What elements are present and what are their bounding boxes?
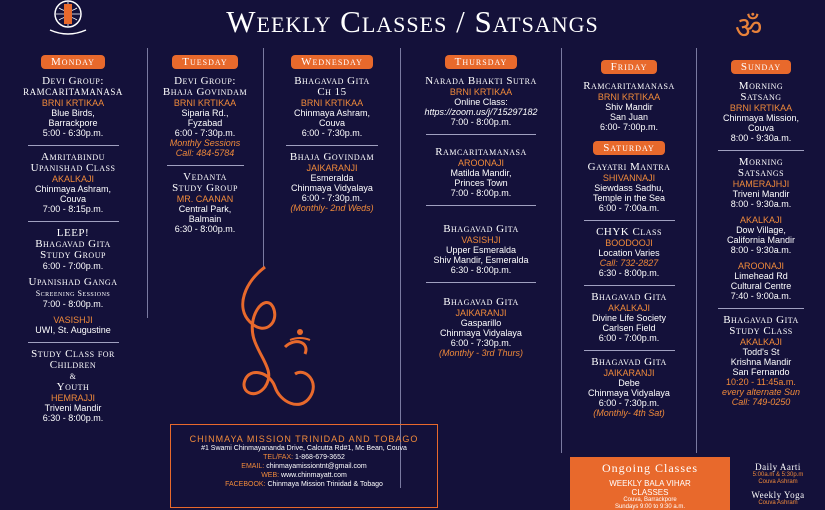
- class-block: Bhagavad Gita VASISHJI Upper Esmeralda Shiv Mandir, Esmeralda 6:30 - 8:00p.m.: [403, 224, 559, 283]
- class-block: Narada Bhakti Sutra BRNI KRTIKAA Online Class: https://zoom.us/j/715297182 7:00 - 8:00p.m.: [403, 76, 559, 135]
- day-label: Thursday: [445, 55, 518, 69]
- column-sunday: [699, 57, 823, 407]
- contact-web: www.chinmayatt.com: [281, 472, 347, 479]
- day-label: Monday: [41, 55, 105, 69]
- column-wednesday: [266, 52, 398, 213]
- class-block: Bhagavad Gita AKALKAJI Divine Life Society Carlsen Field 6:00 - 7:00p.m.: [564, 292, 694, 351]
- class-block: Bhagavad Gita Study Class AKALKAJI Todd's St Krishna Mandir San Fernando 10:20 - 11:45a.m. every alternate Sun Call: 749-0250: [721, 314, 801, 407]
- day-label: Tuesday: [172, 55, 237, 69]
- class-block: Devi Group: Bhaja Govindam BRNI KRTIKAA Siparia Rd., Fyzabad 6:00 - 7:30p.m. Monthly Sessions Call: 484-5784: [150, 76, 260, 166]
- class-block: Morning Satsangs HAMERAJHJI Triveni Mandir 8:00 - 9:30a.m.: [730, 156, 792, 209]
- class-block: Morning Satsang BRNI KRTIKAA Chinmaya Mission, Couva 8:00 - 9:30a.m.: [699, 81, 823, 151]
- daily-weekly-box: Daily Aarti 5:00a.m & 5:30p.m Couva Ashram Weekly Yoga Couva Ashram: [733, 462, 823, 507]
- contact-box: CHINMAYA MISSION TRINIDAD AND TOBAGO #1 Swami Chinmayananda Drive, Calcutta Rd#1, Mc Bean, Couva TEL/FAX: 1-868-679-3652 EMAIL: chinmayamissiontnt@gmail.com WEB: www.chinmayatt.com FACEBOOK: Chinmaya Mission Trinidad & Tobago: [170, 424, 438, 508]
- contact-heading: CHINMAYA MISSION TRINIDAD AND TOBAGO: [189, 434, 419, 444]
- class-block: Amritabindu Upanishad Class AKALKAJI Chinmaya Ashram, Couva 7:00 - 8:15p.m.: [8, 152, 138, 222]
- weekly-yoga-label: Weekly Yoga: [751, 490, 805, 500]
- contact-tel: 1-868-679-3652: [295, 454, 345, 461]
- om-icon: ॐ: [735, 12, 763, 45]
- column-monday: [8, 52, 138, 423]
- page-title: Weekly Classes / Satsangs: [226, 4, 599, 39]
- class-block: Upanishad Ganga Screening Sessions 7:00 - 8:00p.m.: [28, 276, 118, 309]
- contact-email: chinmayamissiontnt@gmail.com: [266, 463, 367, 470]
- class-block: Bhagavad Gita JAIKARANJI Gasparillo Chinmaya Vidyalaya 6:00 - 7:30p.m. (Monthly - 3rd Thurs): [438, 296, 524, 358]
- column-thursday: [403, 52, 559, 358]
- class-block: CHYK Class BOODOOJI Location Varies Call: 732-2827 6:30 - 8:00p.m.: [564, 227, 694, 286]
- daily-aarti-label: Daily Aarti: [755, 462, 801, 472]
- class-block: AKALKAJI Dow Village, California Mandir 8:00 - 9:30a.m.: [726, 215, 796, 255]
- day-label: Wednesday: [291, 55, 373, 69]
- class-block: Bhagavad Gita Ch 15 BRNI KRTIKAA Chinmaya Ashram, Couva 6:00 - 7:30p.m.: [266, 76, 398, 146]
- column-tuesday: [150, 52, 260, 234]
- class-block: LEEP! Bhagavad Gita Study Group 6:00 - 7:00p.m.: [35, 227, 111, 271]
- class-block: Bhagavad Gita JAIKARANJI Debe Chinmaya Vidyalaya 6:00 - 7:30p.m. (Monthly- 4th Sat): [588, 356, 670, 418]
- class-block: Devi Group: RAMCARITAMANASA BRNI KRTIKAA Blue Birds, Barrackpore 5:00 - 6:30p.m.: [8, 76, 138, 146]
- om-calligraphy-icon: [225, 262, 335, 422]
- contact-address: #1 Swami Chinmayananda Drive, Calcutta Rd#1, Mc Bean, Couva: [201, 445, 407, 452]
- class-block: Gayatri Mantra SHIVANNAJI Siewdass Sadhu, Temple in the Sea 6:00 - 7:00a.m.: [564, 162, 694, 221]
- column-friday-saturday: [564, 57, 694, 418]
- day-label: Saturday: [593, 141, 665, 155]
- class-block: Vedanta Study Group MR. CAANAN Central Park, Balmain 6:30 - 8:00p.m.: [172, 171, 238, 234]
- contact-facebook: Chinmaya Mission Trinidad & Tobago: [267, 481, 383, 488]
- ongoing-heading: Ongoing Classes: [602, 461, 698, 475]
- ongoing-classes-box: Ongoing Classes WEEKLY BALA VIHAR CLASSES Couva, Barrackpore Sundays 9:00 to 9:30 a.m.: [570, 457, 730, 510]
- day-label: Friday: [601, 60, 658, 74]
- day-label: Sunday: [731, 60, 791, 74]
- class-block: VASISHJI UWI, St. Augustine: [8, 315, 138, 343]
- class-block: AROONAJI Limehead Rd Cultural Centre 7:40 - 9:00a.m.: [699, 261, 823, 309]
- class-block: Study Class for Children & Youth HEMRAJJI Triveni Mandir 6:30 - 8:00p.m.: [31, 348, 115, 423]
- class-block: Bhaja Govindam JAIKARANJI Esmeralda Chinmaya Vidyalaya 6:00 - 7:30p.m. (Monthly- 2nd Weds): [289, 151, 375, 213]
- class-block: Ramcaritamanasa BRNI KRTIKAA Shiv Mandir San Juan 6:00- 7:00p.m.: [583, 80, 675, 132]
- class-block: Ramcaritamanasa AROONAJI Matilda Mandir, Princes Town 7:00 - 8:00p.m.: [403, 147, 559, 206]
